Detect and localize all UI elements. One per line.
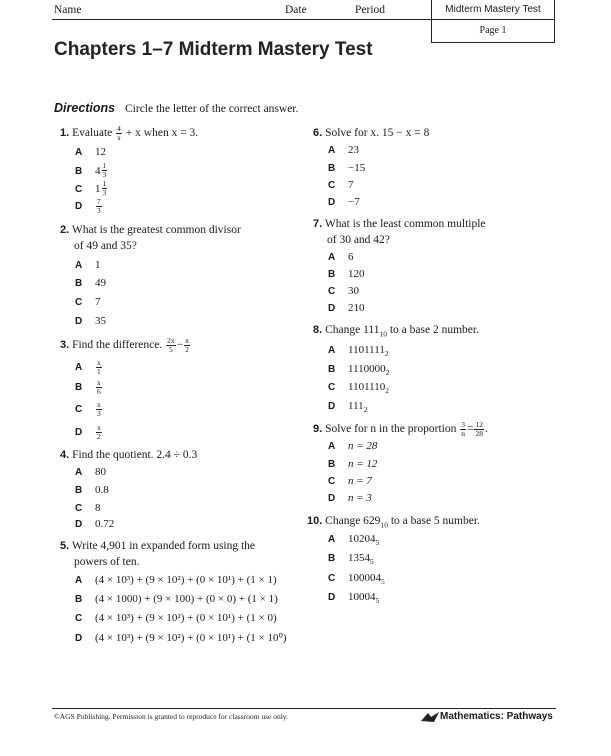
q4-option-c[interactable]: C 8 xyxy=(75,502,101,514)
question-3: 3. Find the difference. $\frac{2x}{5}$ − $\frac{x}{2}$ xyxy=(60,336,189,354)
q3-option-c[interactable]: C $\frac{x}{3}$ xyxy=(75,400,101,418)
question-2 xyxy=(60,222,241,254)
question-text: Find the quotient. 2.4 ÷ 0.3 xyxy=(72,449,198,461)
q9-option-c[interactable]: C n = 7 xyxy=(328,475,372,487)
q6-option-c[interactable]: C 7 xyxy=(328,179,354,191)
header-box-page: Page 1 xyxy=(479,25,507,36)
q9-option-a[interactable]: A n = 28 xyxy=(328,440,378,452)
q8-option-c[interactable]: C $1101110_2$ xyxy=(328,381,390,396)
header-box xyxy=(431,0,555,43)
q10-option-c[interactable]: C $100004_5$ xyxy=(328,572,385,587)
q7-option-a[interactable]: A 6 xyxy=(328,251,354,263)
question-text: Change 629 xyxy=(325,515,381,527)
question-text-cont: to a base 2 number. xyxy=(389,324,479,336)
question-text: Solve for n in the proportion xyxy=(325,423,457,436)
pathways-logo-icon xyxy=(420,710,440,728)
question-text: Evaluate xyxy=(72,127,113,140)
question-text: What is the greatest common divisor xyxy=(71,224,241,236)
q10-option-d[interactable]: D $10004_5$ xyxy=(328,591,380,606)
question-number: 6. xyxy=(313,127,323,139)
q5-option-a[interactable]: A (4 × 10³) + (9 × 10²) + (0 × 10¹) + (1 × 1) xyxy=(75,574,277,586)
question-number: 5. xyxy=(60,540,70,552)
question-text: Find the difference. xyxy=(72,339,163,352)
q10-option-a[interactable]: A $10204_5$ xyxy=(328,533,380,548)
question-number: 2. xyxy=(60,224,70,236)
q7-option-d[interactable]: D 210 xyxy=(328,302,365,314)
question-text-cont: powers of ten. xyxy=(74,556,140,568)
q3-option-b[interactable]: B $\frac{x}{6}$ xyxy=(75,378,101,396)
footer-brand: Mathematics: Pathways xyxy=(440,711,553,722)
question-number: 1. xyxy=(60,127,70,140)
question-number: 10. xyxy=(307,515,323,527)
question-number: 7. xyxy=(313,218,323,230)
question-number: 8. xyxy=(313,324,323,336)
header-rule xyxy=(52,19,431,20)
date-label: Date xyxy=(285,4,307,16)
fraction: $\frac{3}{n}$ xyxy=(461,420,465,438)
q3-option-d[interactable]: D $\frac{x}{2}$ xyxy=(75,423,101,441)
page-title: Chapters 1–7 Midterm Mastery Test xyxy=(54,39,373,60)
fraction: $\frac{4}{x}$ xyxy=(117,124,121,142)
question-9: 9. Solve for n in the proportion $\frac{3}{n}$ = $\frac{12}{28}$ . xyxy=(313,420,488,438)
q6-option-d[interactable]: D −7 xyxy=(328,196,360,208)
question-1 xyxy=(60,125,198,142)
q1-option-a[interactable]: A 12 xyxy=(75,146,106,158)
directions-text: Circle the letter of the correct answer. xyxy=(125,103,299,115)
fraction: $\frac{x}{2}$ xyxy=(185,336,189,354)
question-text-cont: + x when x = 3. xyxy=(125,127,199,140)
q6-option-b[interactable]: B −15 xyxy=(328,162,366,174)
question-number: 9. xyxy=(313,423,323,436)
q8-option-a[interactable]: A $1101111_2$ xyxy=(328,344,389,359)
question-6 xyxy=(313,125,429,141)
fraction: $\frac{2x}{5}$ xyxy=(167,336,175,354)
q1-option-d[interactable]: D $\frac{7}{3}$ xyxy=(75,197,101,215)
q5-option-c[interactable]: C (4 × 10³) + (9 × 10²) + (0 × 10¹) + (1 × 0) xyxy=(75,612,277,624)
question-number: 4. xyxy=(60,449,70,461)
q5-option-b[interactable]: B (4 × 1000) + (9 × 100) + (0 × 0) + (1 × 1) xyxy=(75,593,278,605)
question-text-cont: of 30 and 42? xyxy=(327,234,390,246)
directions-label: Directions xyxy=(54,101,116,115)
question-4 xyxy=(60,447,197,463)
q2-option-a[interactable]: A 1 xyxy=(75,259,101,271)
question-7 xyxy=(313,216,486,248)
question-10: 10. Change $629_{10}$ to a base 5 number. xyxy=(307,515,480,530)
name-label: Name xyxy=(54,4,82,16)
question-8: 8. Change $111_{10}$ to a base 2 number. xyxy=(313,324,479,339)
q4-option-b[interactable]: B 0.8 xyxy=(75,484,109,496)
q9-option-d[interactable]: D n = 3 xyxy=(328,492,372,504)
q7-option-c[interactable]: C 30 xyxy=(328,285,359,297)
q4-option-a[interactable]: A 80 xyxy=(75,466,106,478)
q8-option-b[interactable]: B $1110000_2$ xyxy=(328,363,390,378)
period-label: Period xyxy=(355,4,386,16)
q1-option-b[interactable]: B 4 $\frac{1}{3}$ xyxy=(75,161,107,179)
q6-option-a[interactable]: A 23 xyxy=(328,144,359,156)
q8-option-d[interactable]: D $111_2$ xyxy=(328,400,368,415)
footer-copyright: ©AGS Publishing. Permission is granted to reproduce for classroom use only. xyxy=(54,712,288,721)
question-text: Write 4,901 in expanded form using the xyxy=(71,540,256,552)
header-box-title: Midterm Mastery Test xyxy=(432,0,554,20)
q7-option-b[interactable]: B 120 xyxy=(328,268,365,280)
q5-option-d[interactable]: D (4 × 10³) + (9 × 10²) + (0 × 10¹) + (1 × 10⁰) xyxy=(75,632,287,644)
question-text: What is the least common multiple xyxy=(324,218,486,230)
fraction: $\frac{12}{28}$ xyxy=(475,420,483,438)
q2-option-d[interactable]: D 35 xyxy=(75,315,106,327)
question-text: Solve for x. 15 − x = 8 xyxy=(325,127,430,139)
q3-option-a[interactable]: A $\frac{x}{1}$ xyxy=(75,358,101,376)
q1-option-c[interactable]: C 1 $\frac{1}{3}$ xyxy=(75,179,107,197)
q10-option-b[interactable]: B $1354_5$ xyxy=(328,552,374,567)
footer-rule xyxy=(52,708,556,709)
q9-option-b[interactable]: B n = 12 xyxy=(328,458,378,470)
question-text: Change 111 xyxy=(325,324,380,336)
question-number: 3. xyxy=(60,339,70,352)
q2-option-b[interactable]: B 49 xyxy=(75,277,106,289)
q4-option-d[interactable]: D 0.72 xyxy=(75,518,115,530)
question-text-cont: of 49 and 35? xyxy=(74,240,137,252)
q2-option-c[interactable]: C 7 xyxy=(75,296,101,308)
question-5 xyxy=(60,538,255,570)
question-text-cont: to a base 5 number. xyxy=(390,515,480,527)
